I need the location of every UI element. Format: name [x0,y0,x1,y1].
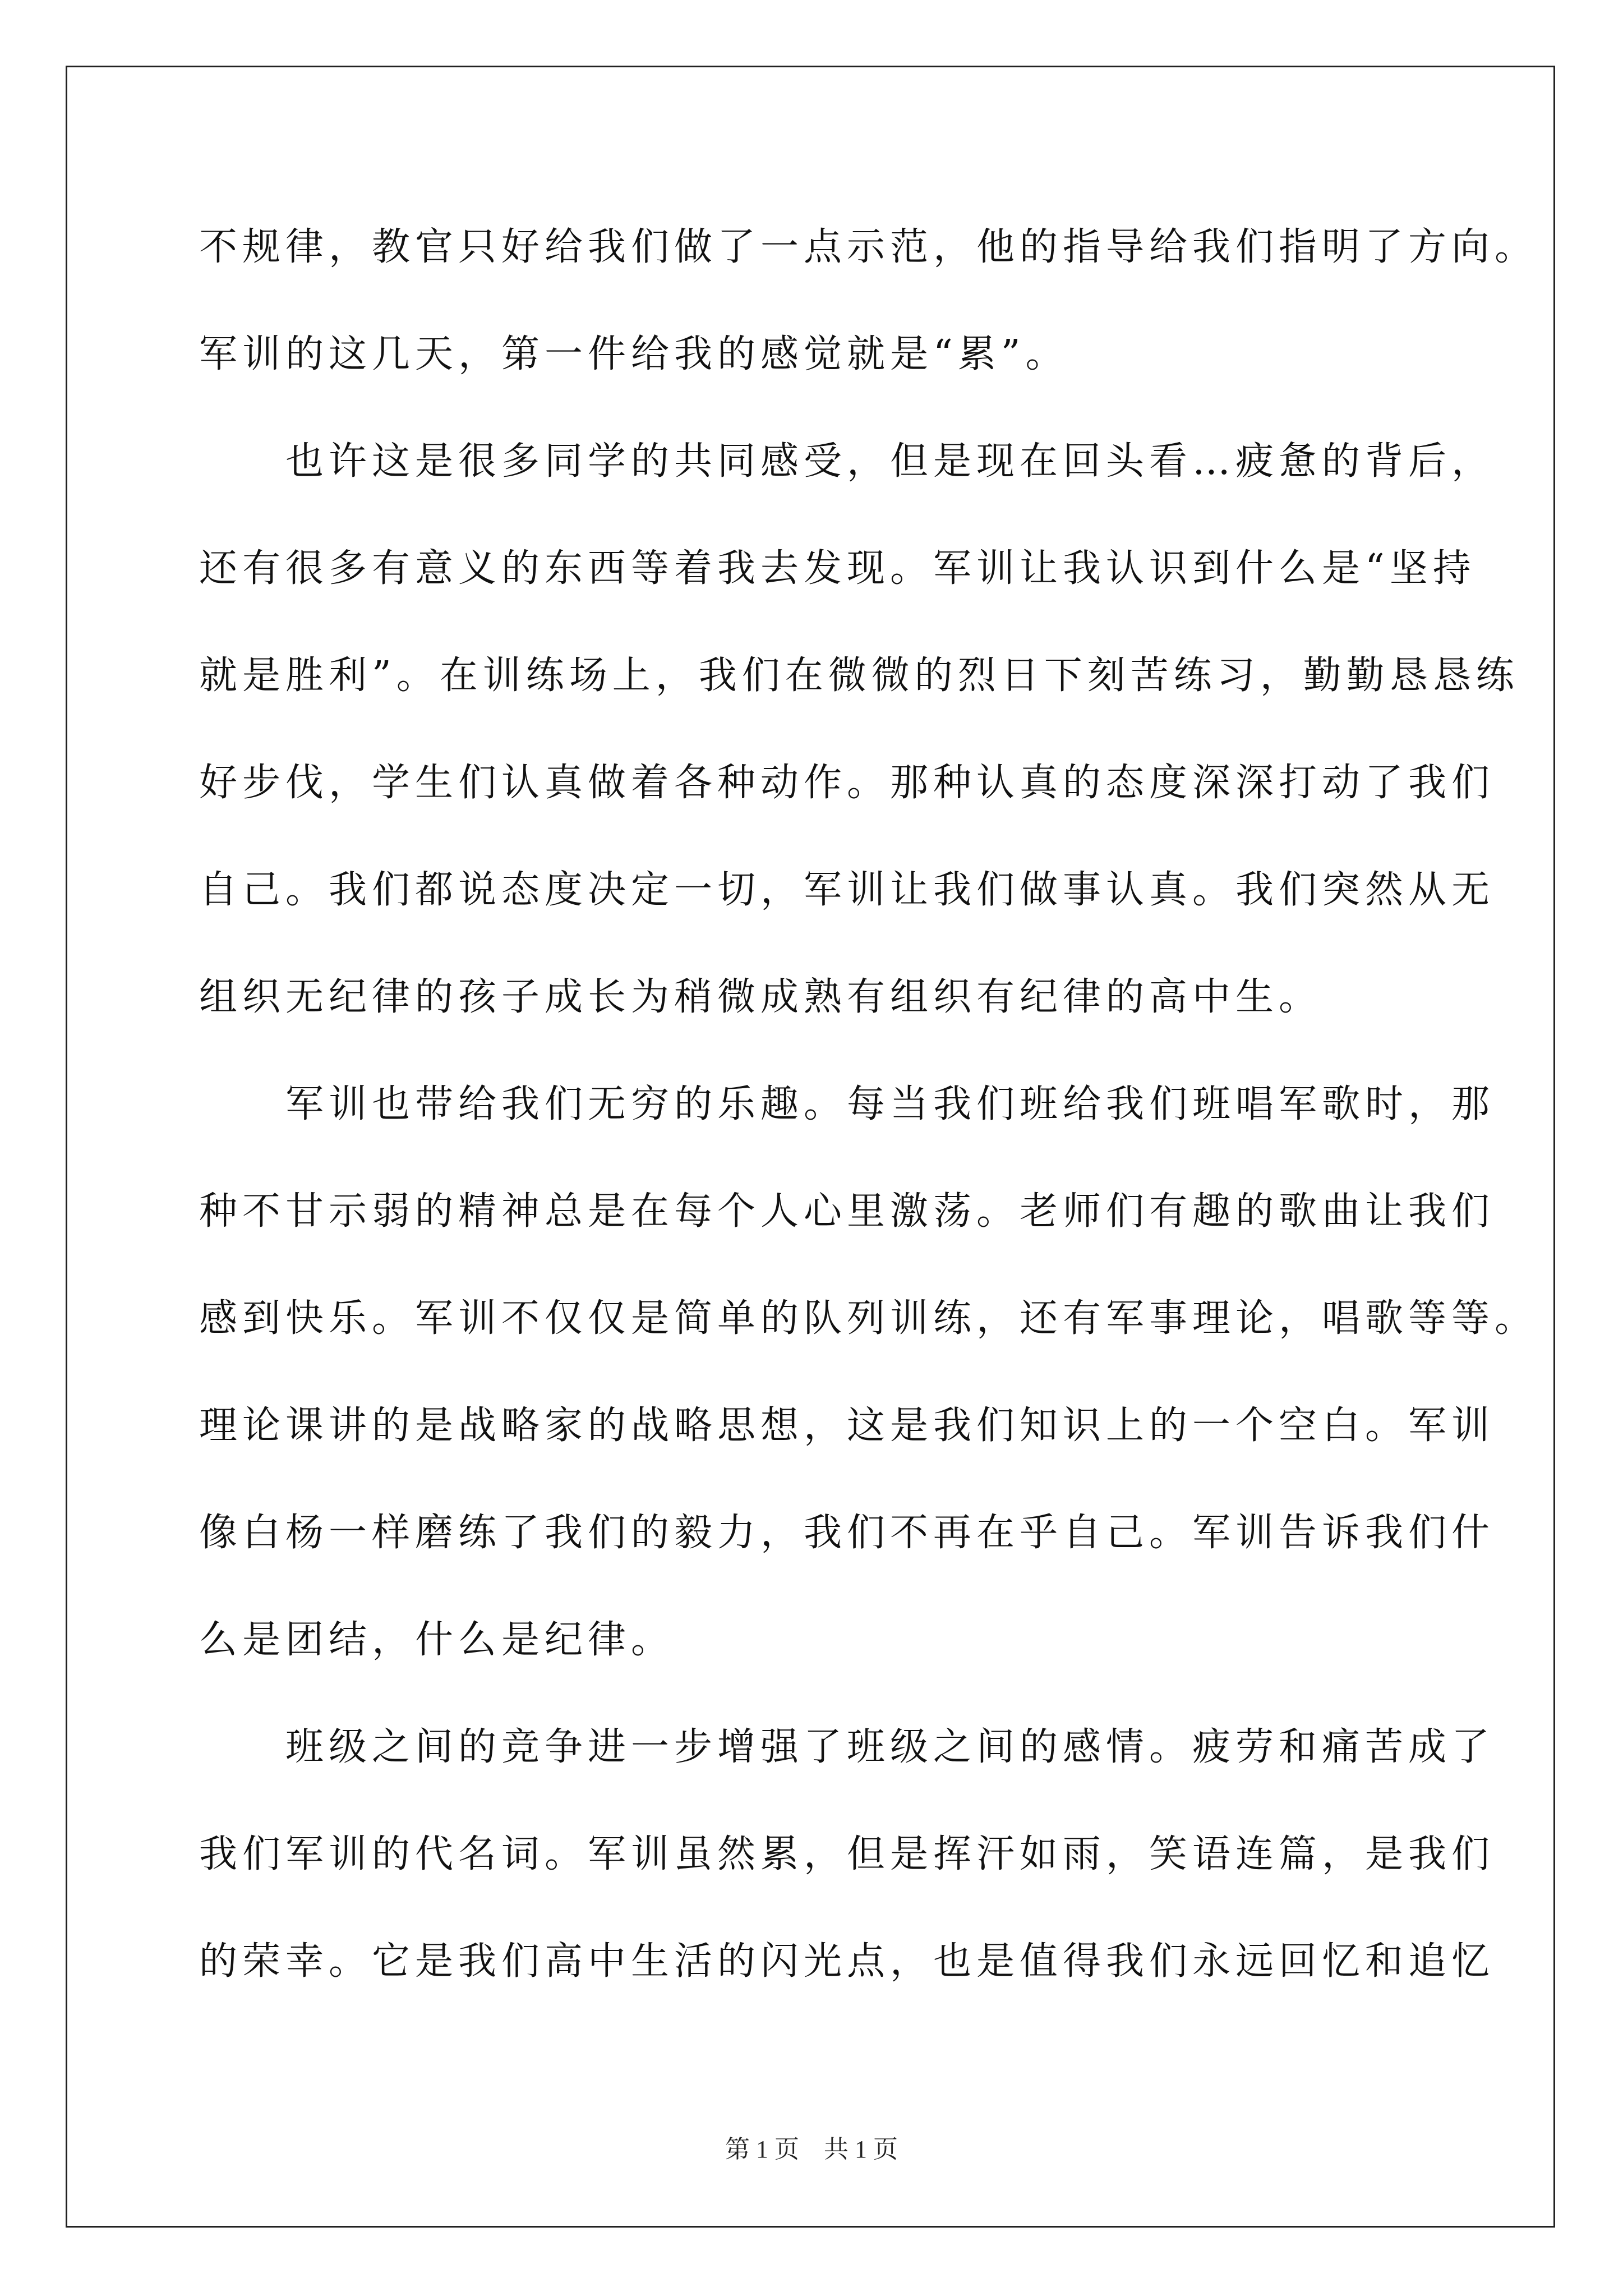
text-line-13: 像白杨一样磨练了我们的毅力，我们不再在乎自己。军训告诉我们什 [199,1511,1495,1555]
text-line-5: 就是胜利”。在训练场上，我们在微微的烈日下刻苦练习，勤勤恳恳练 [199,654,1519,698]
page-number-footer: 第 1 页 共 1 页 [725,2136,898,2163]
text-line-17: 的荣幸。它是我们高中生活的闪光点，也是值得我们永远回忆和追忆 [199,1939,1495,1984]
text-line-1: 不规律，教官只好给我们做了一点示范，他的指导给我们指明了方向。 [199,225,1538,269]
text-line-4: 还有很多有意义的东西等着我去发现。军训让我认识到什么是“坚持 [199,546,1476,591]
text-line-14: 么是团结，什么是纪律。 [199,1618,675,1662]
text-line-8: 组织无纪律的孩子成长为稍微成熟有组织有纪律的高中生。 [199,975,1322,1019]
text-line-3: 也许这是很多同学的共同感受，但是现在回头看…疲惫的背后， [199,439,1495,484]
text-line-7: 自己。我们都说态度决定一切，军训让我们做事认真。我们突然从无 [199,868,1495,912]
text-line-12: 理论课讲的是战略家的战略思想，这是我们知识上的一个空白。军训 [199,1404,1495,1448]
text-line-11: 感到快乐。军训不仅仅是简单的队列训练，还有军事理论，唱歌等等。 [199,1296,1538,1341]
text-line-16: 我们军训的代名词。军训虽然累，但是挥汗如雨，笑语连篇，是我们 [199,1832,1495,1876]
document-body [199,194,1538,2015]
text-line-15: 班级之间的竞争进一步增强了班级之间的感情。疲劳和痛苦成了 [199,1725,1495,1769]
text-line-2: 军训的这几天，第一件给我的感觉就是“累”。 [199,332,1069,376]
text-line-9: 军训也带给我们无穷的乐趣。每当我们班给我们班唱军歌时，那 [199,1082,1495,1126]
text-line-6: 好步伐，学生们认真做着各种动作。那种认真的态度深深打动了我们 [199,761,1495,805]
text-line-10: 种不甘示弱的精神总是在每个人心里激荡。老师们有趣的歌曲让我们 [199,1189,1495,1234]
